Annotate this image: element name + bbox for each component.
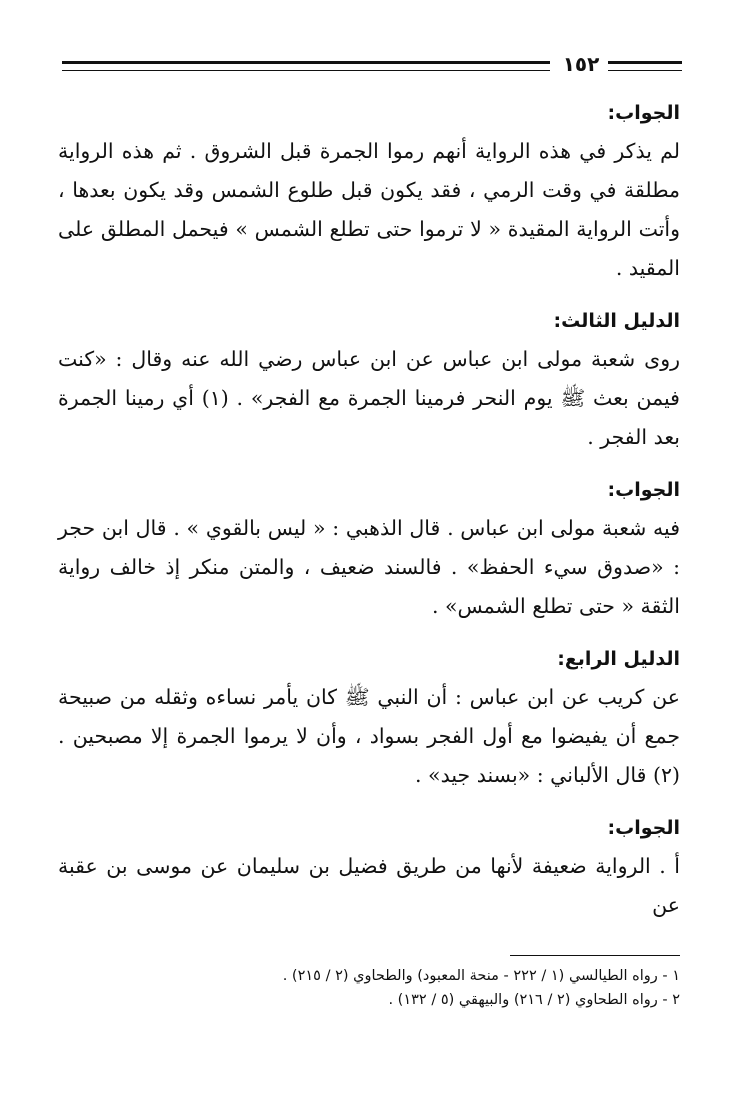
section-body: أ . الرواية ضعيفة لأنها من طريق فضيل بن سليمان عن موسى بن عقبة عن	[58, 854, 680, 917]
header-rule-left	[62, 61, 550, 71]
section-body: عن كريب عن ابن عباس : أن النبي ﷺ كان يأمر نساءه وثقله من صبيحة جمع أن يفيضوا مع أول الفجر بسواد ، وأن لا يرموا الجمرة إلا مصبحين . (٢) قال الألباني : «بسند جيد» .	[58, 685, 680, 787]
section-body: روى شعبة مولى ابن عباس عن ابن عباس رضي الله عنه وقال : «كنت فيمن بعث ﷺ يوم النحر فرمينا الجمرة مع الفجر» . (١) أي رمينا الجمرة بعد الفجر .	[58, 347, 680, 449]
section-answer-1	[58, 100, 680, 288]
footnotes	[58, 964, 680, 1012]
section-body: لم يذكر في هذه الرواية أنهم رموا الجمرة قبل الشروق . ثم هذه الرواية مطلقة في وقت الرمي ، فقد يكون قبل طلوع الشمس وقد يكون بعدها ، وأتت الرواية المقيدة « لا ترموا حتى تطلع الشمس » فيحمل المطلق على المقيد .	[58, 139, 680, 280]
section-heading: الدليل الثالث:	[553, 310, 680, 332]
header-rule-right	[608, 61, 682, 71]
section-heading: الجواب:	[607, 817, 680, 839]
page-header	[62, 52, 682, 78]
page-number: ١٥٢	[562, 52, 600, 76]
section-heading: الدليل الرابع:	[557, 648, 680, 670]
section-fourth-evidence	[58, 646, 680, 795]
section-answer-3	[58, 815, 680, 925]
main-text	[58, 100, 680, 945]
section-heading: الجواب:	[607, 102, 680, 124]
section-body: فيه شعبة مولى ابن عباس . قال الذهبي : « ليس بالقوي » . قال ابن حجر : «صدوق سيء الحفظ» . فالسند ضعيف ، والمتن منكر إذ خالف رواية الثقة « حتى تطلع الشمس» .	[58, 516, 680, 618]
footnote-2: ٢ - رواه الطحاوي (٢ / ٢١٦) والبيهقي (٥ / ١٣٢) .	[388, 992, 680, 1008]
section-heading: الجواب:	[607, 479, 680, 501]
section-answer-2	[58, 477, 680, 626]
footnote-1: ١ - رواه الطيالسي (١ / ٢٢٢ - منحة المعبود) والطحاوي (٢ / ٢١٥) .	[282, 968, 680, 984]
section-third-evidence	[58, 308, 680, 457]
footnote-separator	[510, 955, 680, 956]
